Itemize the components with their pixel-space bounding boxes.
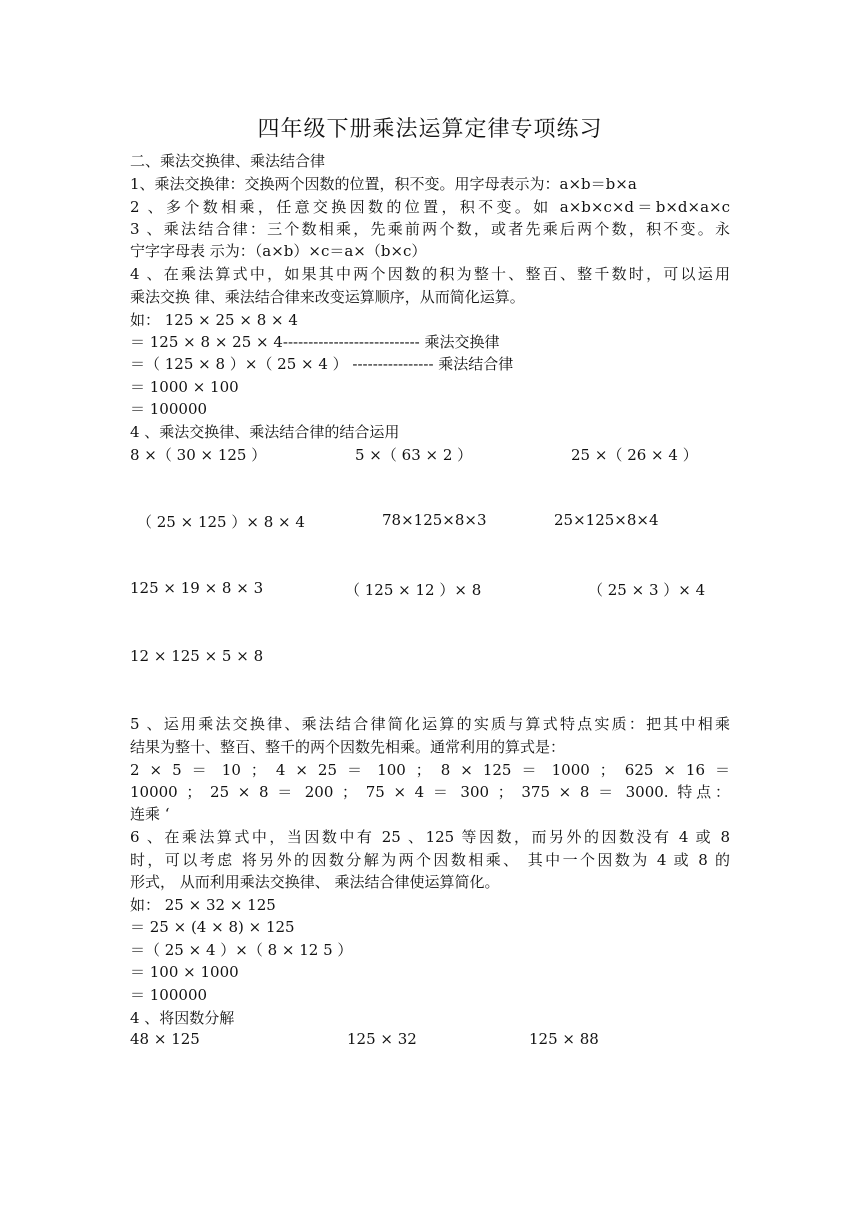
exercise-item: 5 ×（ 63 × 2 ） <box>355 446 473 464</box>
text-line: 时，可以考虑 将另外的因数分解为两个因数相乘、 其中一个因数为 4 或 8 的 <box>130 851 730 869</box>
text-line: 乘法交换 律、乘法结合律来改变运算顺序，从而简化运算。 <box>130 288 525 306</box>
text-line: 1、乘法交换律：交换两个因数的位置，积不变。用字母表示为：a×b＝b×a <box>130 175 637 193</box>
exercise-item: 78×125×8×3 <box>382 511 487 529</box>
text-line: 4 、乘法交换律、乘法结合律的结合运用 <box>130 423 400 441</box>
text-line: 结果为整十、整百、整千的两个因数先相乘。通常利用的算式是： <box>130 738 566 756</box>
exercise-item: 8 ×（ 30 × 125 ） <box>130 446 267 464</box>
text-line: ＝ 100 × 1000 <box>130 963 239 981</box>
exercise-item: 125 × 32 <box>347 1030 417 1048</box>
text-line: 6 、在乘法算式中，当因数中有 25 、125 等因数，而另外的因数没有 4 或 8 <box>130 828 730 846</box>
exercise-item: 125 × 88 <box>529 1030 599 1048</box>
text-line: 4 、在乘法算式中，如果其中两个因数的积为整十、整百、整千数时，可以运用 <box>130 265 730 283</box>
text-line: 如： 125 × 25 × 8 × 4 <box>130 311 298 329</box>
text-line: 2 、多个数相乘，任意交换因数的位置，积不变。如 a×b×c×d＝b×d×a×c <box>130 198 730 216</box>
text-line: ＝ 1000 × 100 <box>130 378 239 396</box>
text-line: 5 、运用乘法交换律、乘法结合律简化运算的实质与算式特点实质：把其中相乘 <box>130 715 730 733</box>
text-line: 如： 25 × 32 × 125 <box>130 896 276 914</box>
exercise-item: （ 125 × 12 ）× 8 <box>345 581 482 599</box>
exercise-item: （ 25 × 3 ）× 4 <box>588 581 706 599</box>
text-line: ＝（ 25 × 4 ）×（ 8 × 12 5 ） <box>130 941 353 959</box>
text-line: ＝ 25 × (4 × 8) × 125 <box>130 918 295 936</box>
exercise-item: （ 25 × 125 ）× 8 × 4 <box>137 513 305 531</box>
page-title: 四年级下册乘法运算定律专项练习 <box>257 117 603 142</box>
exercise-item: 25 ×（ 26 × 4 ） <box>571 446 698 464</box>
section-heading: 二、乘法交换律、乘法结合律 <box>130 152 326 170</box>
exercise-item: 48 × 125 <box>130 1030 200 1048</box>
text-line: 4 、将因数分解 <box>130 1009 235 1027</box>
exercise-item: 25×125×8×4 <box>554 511 659 529</box>
text-line: ＝ 125 × 8 × 25 × 4--------------------------- 乘法交换律 <box>130 333 500 351</box>
text-line: 2 × 5 ＝ 10 ； 4 × 25 ＝ 100 ； 8 × 125 ＝ 1000 ； 625 × 16 ＝ <box>130 761 730 779</box>
text-line: 形式， 从而利用乘法交换律、 乘法结合律使运算简化。 <box>130 873 500 891</box>
exercise-item: 125 × 19 × 8 × 3 <box>130 579 264 597</box>
text-line: ＝ 100000 <box>130 400 208 418</box>
exercise-item: 12 × 125 × 5 × 8 <box>130 647 264 665</box>
text-line: 3 、乘法结合律：三个数相乘，先乘前两个数，或者先乘后两个数，积不变。永 <box>130 220 730 238</box>
text-line: 连乘 ‘ <box>130 805 170 823</box>
text-line: ＝ 100000 <box>130 986 208 1004</box>
text-line: 10000 ； 25 × 8 ＝ 200 ； 75 × 4 ＝ 300 ； 375 × 8 ＝ 3000. 特点： <box>130 783 730 801</box>
text-line: ＝（ 125 × 8 ）×（ 25 × 4 ） ---------------- 乘法结合律 <box>130 355 514 373</box>
text-line: 宁字字母表 示为：（a×b）×c＝a×（b×c） <box>130 242 427 260</box>
